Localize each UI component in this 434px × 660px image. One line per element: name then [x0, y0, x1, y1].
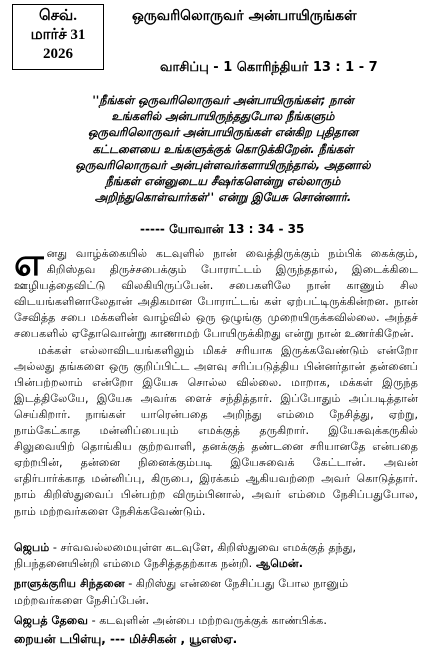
- verse-line: ''நீங்கள் ஒருவரிலொருவர் அன்பாயிருங்கள்; நான்: [92, 93, 354, 107]
- need-text: - கடவுளின் அன்பை மற்றவருக்குக் காண்பிக்க.: [88, 613, 327, 627]
- verse-line: ஒருவரிலொருவர் அன்பாயிருங்கள் என்கிற புதிதான: [88, 125, 358, 140]
- devotional-footer: [14, 540, 420, 633]
- thought-for-day: [14, 576, 420, 608]
- paragraph-1-text: னது வாழ்க்கையில் கடவுளில் நான் வைத்திருக்கும் நம்பிக் கைக்கும், கிறிஸ்தவ திருச்சபைக்கும் போராட்டம் இருந்ததால், இடைக்கிடை ஊழியத்தைவிட்டு விலகியிருப்பேன். சபைகளிலே நான் காணும் சில விடயங்களினாலேதான் அதிகமான போராட்டங் கள் ஏற்பட்டிருக்கின்றன. நான் சேவித்த சபை மக்களின் வாழ்வில் ஒரு ஒழுங்கு முறையிருக்கவில்லை. அந்தச் சபைகளில் ஏதோவொன்று காணாமற் போயிருக்கிறது என்று நான் உணர்கிறேன்.: [14, 247, 418, 341]
- key-verse: [30, 92, 416, 205]
- verse-line: நீங்கள் என்னுடைய சீஷர்களென்று எல்லாரும்: [105, 174, 341, 189]
- scripture-reading: வாசிப்பு - 1 கொரிந்தியர் 13 : 1 - 7: [160, 60, 378, 75]
- thought-text: - கிறிஸ்து என்னை நேசிப்பது போல நானும் மற்றவர்களை நேசிப்பேன்.: [14, 577, 349, 607]
- author-line: றையன் டபிள்யு, --- மிச்சிகன் , யூஎஸ்ஏ.: [14, 632, 238, 646]
- paragraph-2: மக்கள் எல்லாவிடயங்களிலும் மிகச் சரியாக இருக்கவேண்டும் என்றோ அல்லது தங்களை ஒரு குறிப்பிட்ட அளவு சரிப்படுத்திய பின்னர்தான் தன்னைப் பின்பற்றலாம் என்றோ இயேசு சொல்ல வில்லை. மாறாக, மக்கள் இருந்த இடத்திலேயே, இயேசு அவர்க ளைச் சந்தித்தார். இப்போதும் அப்படித்தான் செய்கிறார். நாங்கள் யாரென்பதை அறிந்து எம்மை நேசித்து, ஏற்று, நாம்கேட்காத மன்னிப்பையும் எமக்குத் தருகிறார். இயேசுவுக்கருகில் சிலுவையிற் தொங்கிய குற்றவாளி, தனக்குத் தண்டனை சரியானதே என்பதை ஏற்றபின், தன்னை நினைக்கும்படி இயேசுவைக் கேட்டான். அவன் எதிர்பார்க்காத மன்னிப்பு, கிருபை, இரக்கம் ஆகியவற்றை அவர் கொடுத்தார். நாம் கிறிஸ்துவைப் பின்பற்ற விரும்பினால், அவர் எம்மை நேசிப்பதுபோல, நாம் மற்றவர்களை நேசிக்கவேண்டும்.: [14, 343, 418, 518]
- devotional-body: [14, 242, 418, 520]
- paragraph-1: [14, 242, 418, 343]
- prayer-text: - சர்வவல்லமையுள்ள கடவுளே, கிறிஸ்துவை எமக்குத் தந்து, நிபந்தனையின்றி எம்மை நேசித்ததற்காக நன்றி.: [14, 541, 357, 571]
- amen: ஆமென்.: [252, 557, 304, 571]
- verse-reference: ----- யோவான் 13 : 34 - 35: [140, 222, 305, 236]
- prayer-need: [14, 613, 420, 629]
- date-box: [12, 4, 104, 70]
- verse-line: ஒருவரிலொருவர் அன்புள்ளவர்களாயிருந்தால், அதனால்: [75, 157, 371, 172]
- drop-cap: எ: [14, 242, 44, 284]
- date-month-day: மார்ச் 31: [30, 27, 86, 43]
- verse-line: அறிந்துகொள்வார்கள்'' என்று இயேசு சொன்னார்.: [94, 190, 352, 205]
- verse-line: உங்களில் அன்பாயிருந்ததுபோல நீங்களும்: [111, 109, 335, 124]
- page-title: ஒருவரிலொருவர் அன்பாயிருங்கள்: [132, 8, 357, 24]
- thought-label: நாளுக்குரிய சிந்தனை: [14, 577, 125, 591]
- date-year: 2026: [43, 46, 73, 62]
- need-label: ஜெபத் தேவை: [14, 613, 89, 627]
- prayer: [14, 540, 420, 572]
- date-day: செவ்.: [38, 8, 78, 24]
- verse-line: கட்டளையை உங்களுக்குக் கொடுக்கிறேன். நீங்கள்: [92, 141, 354, 156]
- prayer-label: ஜெபம்: [14, 541, 50, 554]
